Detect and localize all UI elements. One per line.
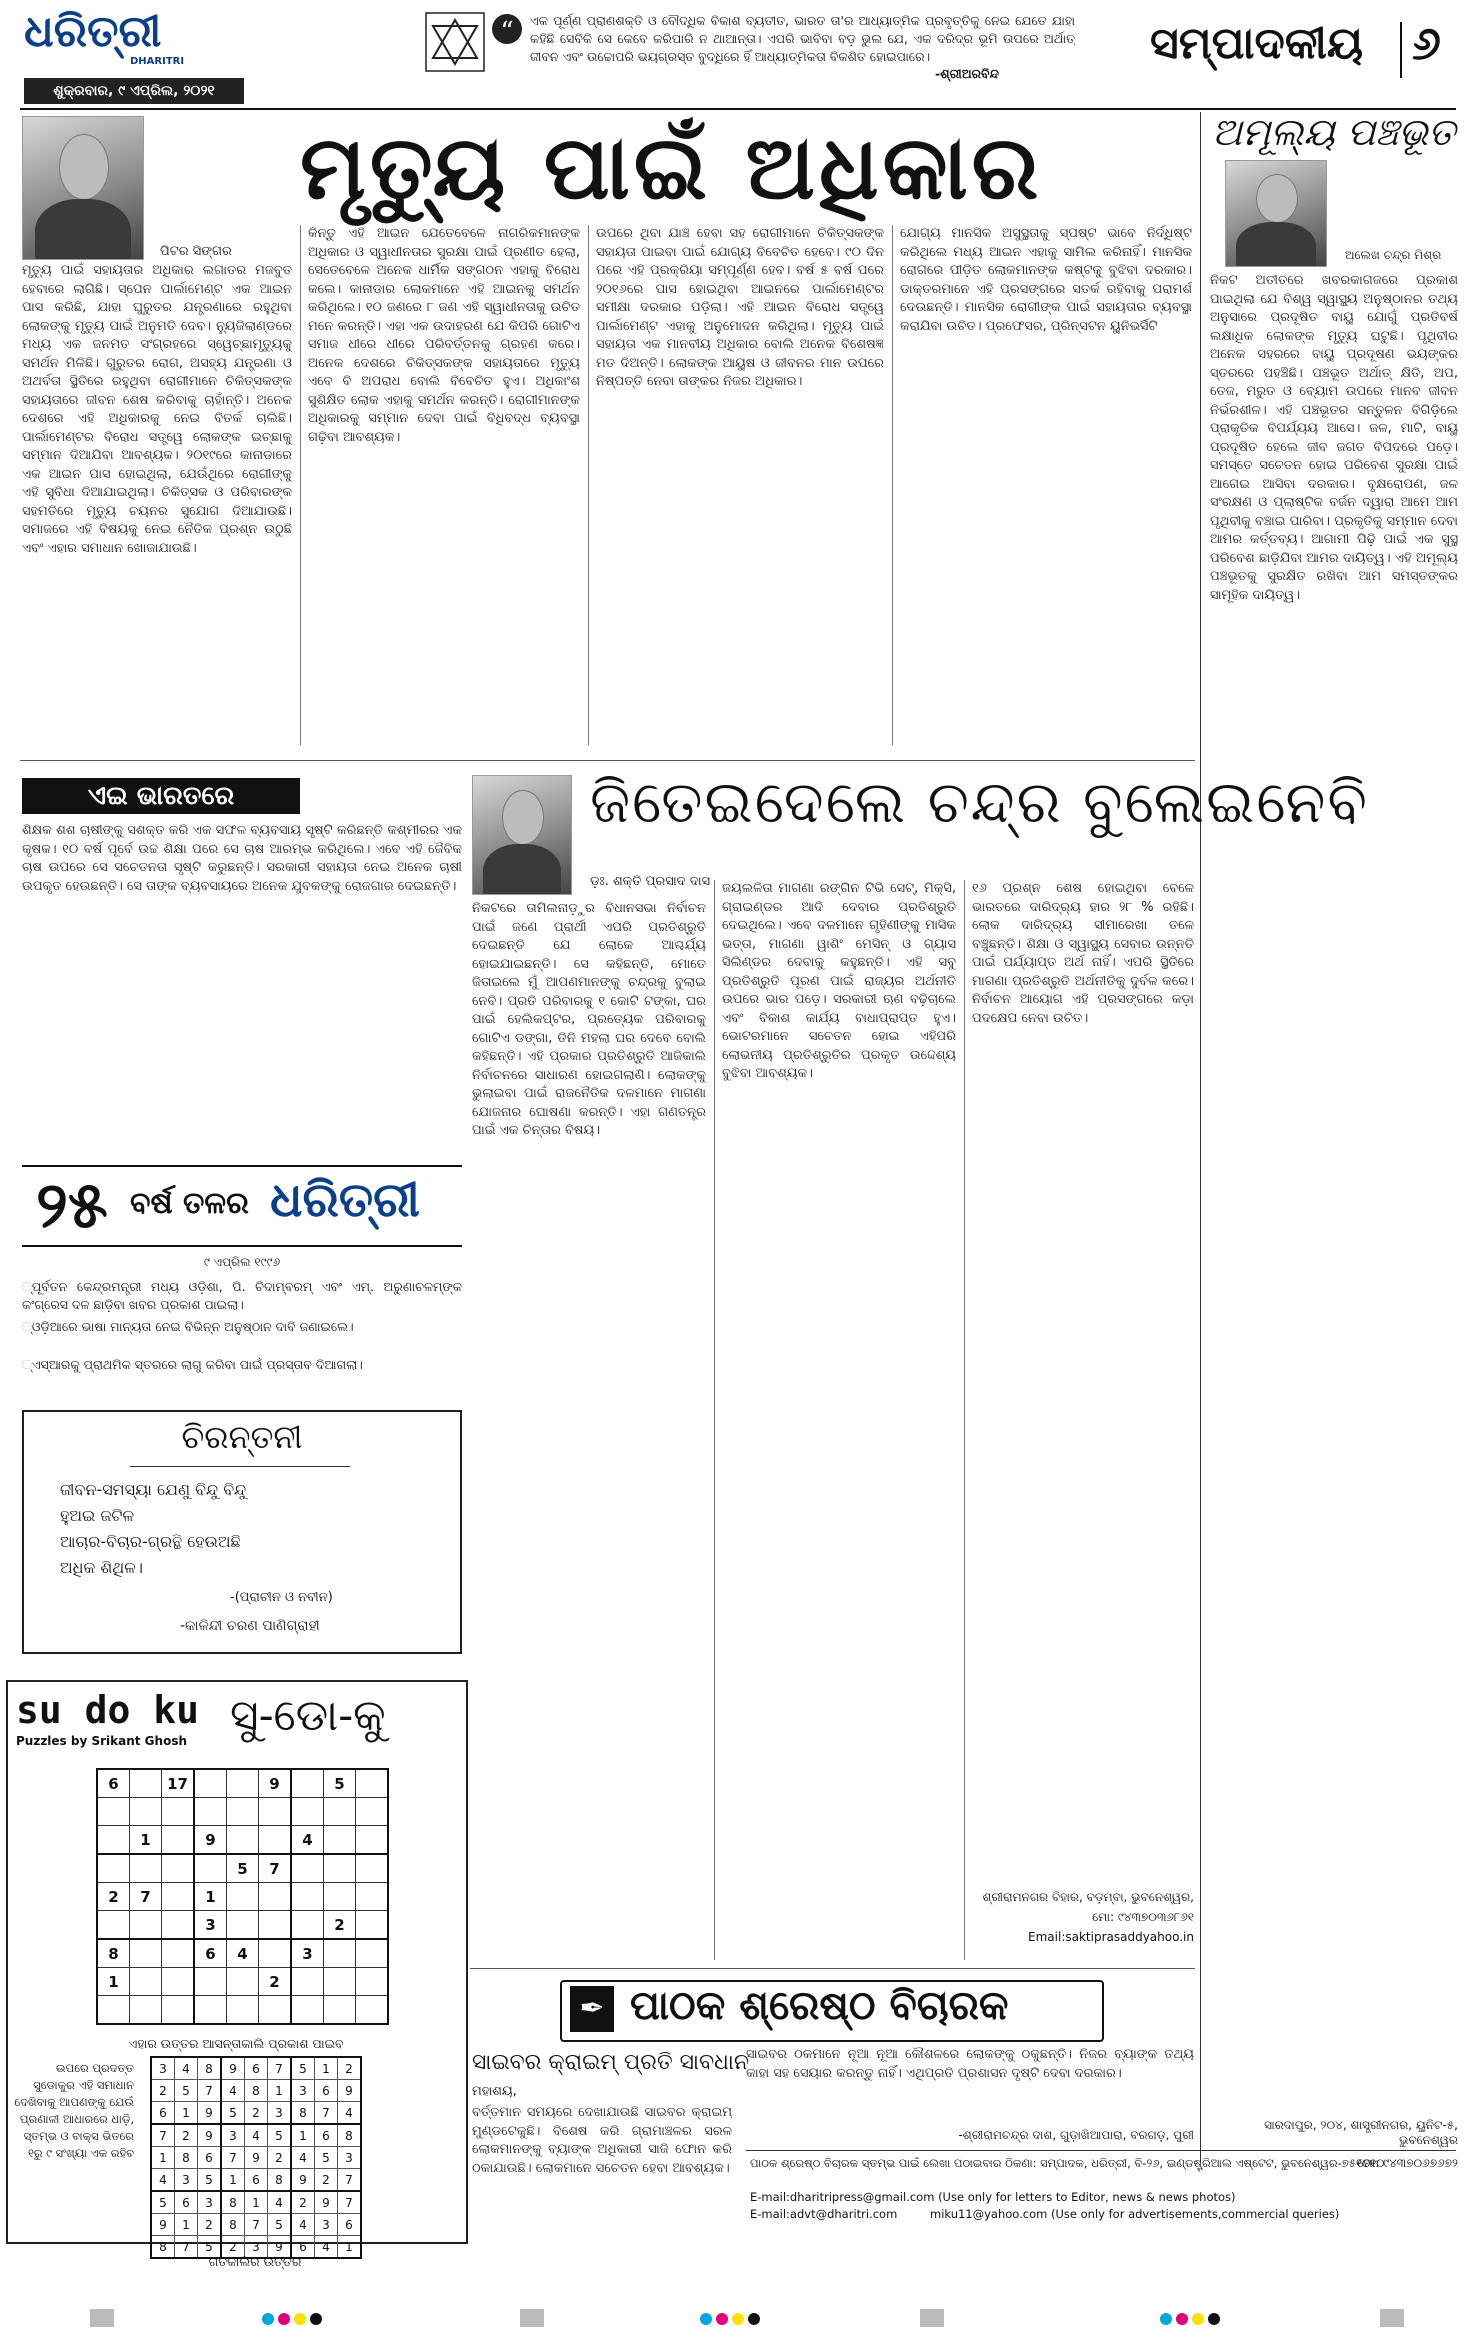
anniversary-logo: ଧରିତ୍ରୀ: [270, 1172, 420, 1228]
masthead-quote: ଏକ ପୂର୍ଣ୍ଣ ପ୍ରାଣଶକ୍ତି ଓ ବୌଦ୍ଧିକ ବିକାଶ ବ୍ୟତୀତ, ଭାରତ ତା'ର ଆଧ୍ୟାତ୍ମିକ ପ୍ରବୃତ୍ତିକୁ ନେଇ ଯେତେ ଯାହା କହିଛି ସେବିକି ସେ କେବେ କରିପାରି ନ ଥାଆନ୍ତା। ଏପରି ଭାବିବା ବଡ଼ ଭୁଲ ଯେ, ଏକ ଦରିଦ୍ର ଭୂମି ଉପରେ ଅର୍ଥାତ୍ ଜୀବନ ଏବଂ ଉଚ୍ଚୋପରି ଭୟଗ୍ରସ୍ତ ବୁଦ୍ଧିରେ ହିଁ ଆଧ୍ୟାତ୍ମିକତା ବିକଶିତ ହୋଇପାରେ।: [530, 13, 1075, 64]
lead-col-1: ମୃତ୍ୟୁ ପାଇଁ ସହାୟତାର ଅଧିକାର ଲଗାତର ମଜବୁତ ହେବାରେ ଲାଗିଛି। ସ୍ପେନ ପାର୍ଲାମେଣ୍ଟ ଏକ ଆଇନ ପାସ କରିଛି, ଯାହା ଘୁରୁତର ଯନ୍ତ୍ରଣାରେ ରହୁଥିବା ଲୋକଙ୍କୁ ମୃତ୍ୟୁ ପାଇଁ ଅନୁମତି ଦେବ। ନ୍ୟୁଜିଲାଣ୍ଡରେ ମଧ୍ୟ ଏକ ଜନମତ ସଂଗ୍ରହରେ ସ୍ୱେଚ୍ଛାମୃତ୍ୟୁକୁ ସମର୍ଥନ ମିଳିଛି। ଗୁରୁତର ରୋଗ, ଅସହ୍ୟ ଯନ୍ତ୍ରଣା ଓ ଅଥର୍ବତା ସ୍ଥିତିରେ ରହୁଥିବା ରୋଗୀମାନେ ଚିକିତ୍ସକଙ୍କ ସହାୟତାରେ ଜୀବନ ଶେଷ କରିବାକୁ ଚାହାଁନ୍ତି। ଅନେକ ଦେଶରେ ଏହି ଅଧିକାରକୁ ନେଇ ବିତର୍କ ଚାଲିଛି। ପାର୍ଲାମେଣ୍ଟର ବିରୋଧ ସତ୍ତ୍ୱେ ଲୋକଙ୍କ ଇଚ୍ଛାକୁ ସମ୍ମାନ ଦିଆଯିବା ଆବଶ୍ୟକ। ୨୦୧୯ରେ କାନାଡାରେ ଏକ ଆଇନ ପାସ ହୋଇଥିଲା, ଯେଉଁଥିରେ ରୋଗୀଙ୍କୁ ଏହି ସୁବିଧା ଦିଆଯାଇଥିଲା। ଚିକିତ୍ସକ ଓ ପରିବାରଙ୍କ ସହମତିରେ ମୃତ୍ୟୁ ଚୟନର ସୁଯୋଗ ଦିଆଯାଉଛି। ସମାଜରେ ଏହି ବିଷୟକୁ ନେଇ ନୈତିକ ପ୍ରଶ୍ନ ଉଠୁଛି ଏବଂ ଏହାର ସମାଧାନ ଖୋଜାଯାଉଛି।: [22, 263, 292, 556]
sudoku-cell: 6: [97, 1769, 130, 1798]
sudoku-cell: [97, 1996, 130, 2025]
sudoku-answer-cell: 3: [315, 2214, 338, 2236]
sudoku-cell: [162, 1968, 195, 1996]
anniversary-item: ୍ଓଡ଼ିଆରେ ଭାଷା ମାନ୍ୟତା ନେଇ ବିଭିନ୍ନ ଅନୁଷ୍ଠାନ ଦାବି ଜଣାଇଲେ।: [22, 1319, 354, 1334]
sudoku-cell-row: [97, 1883, 388, 1911]
sudoku-answer-cell: 6: [198, 2147, 222, 2169]
sudoku-answer-cell-row: [151, 2169, 361, 2192]
sudoku-cell: [194, 1854, 227, 1883]
sudoku-cell: [227, 1769, 259, 1798]
yellow-dot: [294, 2313, 306, 2325]
letters-title: ପାଠକ ଶ୍ରେଷ୍ଠ ବିଚାରକ: [630, 1982, 1009, 2029]
sudoku-cell: 8: [97, 1939, 130, 1968]
sudoku-answer-cell: 4: [151, 2169, 175, 2192]
sudoku-answer-cell: 6: [291, 2236, 315, 2259]
sudoku-cell: [162, 1883, 195, 1911]
sudoku-answer-cell: 4: [291, 2147, 315, 2169]
sudoku-answer-cell-row: [151, 2057, 361, 2080]
sudoku-answer-cell: 5: [198, 2236, 222, 2259]
sudoku-cell-row: [97, 1939, 388, 1968]
sudoku-answer-cell: 4: [315, 2236, 338, 2259]
columnist-title: ଅମୂଲ୍ୟ ପଞ୍ଚଭୂତ: [1212, 110, 1456, 154]
sudoku-answer-cell: 4: [338, 2102, 362, 2125]
ei-bharatare-title: ଏଇ ଭାରତରେ: [87, 781, 235, 811]
sudoku-cell: 2: [324, 1911, 356, 1940]
sudoku-cell: 5: [324, 1769, 356, 1798]
sudoku-answer-label: ଗତକାଲିର ଉତ୍ତର: [208, 2254, 302, 2269]
quote-mark-icon: “: [492, 14, 522, 44]
sudoku-cell: [291, 1911, 324, 1940]
star-logo-icon: [425, 12, 485, 72]
sudoku-cell: 3: [291, 1939, 324, 1968]
letters-footer-email-2[interactable]: E-mail:advt@dharitri.com: [750, 2207, 898, 2221]
sudoku-note: ଏହାର ଉତ୍ତର ଆସନ୍ତାକାଲି ପ୍ରକାଶ ପାଇବ: [128, 2036, 344, 2051]
black-dot: [310, 2313, 322, 2325]
sudoku-answer-cell: 7: [245, 2214, 268, 2236]
sudoku-cell: [356, 1939, 389, 1968]
sudoku-answer-cell-row: [151, 2147, 361, 2169]
sudoku-cell: [227, 1883, 259, 1911]
sudoku-answer-cell: 3: [151, 2057, 175, 2080]
sudoku-cell: 4: [227, 1939, 259, 1968]
anniversary-item: ୍ପୂର୍ବତନ କେନ୍ଦ୍ରମନ୍ତ୍ରୀ ମଧ୍ୟ ଓଡ଼ିଶା, ପି. ଚିଦାମ୍ବରମ୍ ଏବଂ ଏମ୍. ଅରୁଣାଚଳମ୍ଙ୍କ କଂଗ୍ରେସ ଦଳ ଛାଡ଼ିବା ଖବର ପ୍ରକାଶ ପାଇଲା।: [22, 1279, 462, 1312]
sudoku-answer-cell: 6: [315, 2080, 338, 2102]
sudoku-answer-cell: 5: [151, 2191, 175, 2214]
sudoku-cell: [356, 1854, 389, 1883]
sudoku-cell: 3: [194, 1911, 227, 1940]
sudoku-answer-cell: 6: [245, 2057, 268, 2080]
sudoku-cell: [324, 1826, 356, 1855]
sudoku-answer-cell: 9: [338, 2080, 362, 2102]
letters-sign: -ଶ୍ରୀରାମଚନ୍ଦ୍ର ଦାଶ, ଗୁଡ଼ାଖିଆପାରା, ବରଗଡ଼, ପୁରୀ: [958, 2128, 1194, 2142]
sudoku-answer-grid: [150, 2056, 362, 2259]
lead-author: ପିଟର ସିଙ୍ଗର: [160, 244, 232, 259]
sudoku-answer-cell: 2: [245, 2102, 268, 2125]
sudoku-answer-cell: 1: [291, 2124, 315, 2147]
masthead-logo-sub: DHARITRI: [130, 56, 185, 67]
sudoku-answer-cell: 8: [291, 2102, 315, 2125]
page-number: ୬: [1412, 16, 1441, 70]
sudoku-answer-cell: 5: [315, 2147, 338, 2169]
sudoku-answer-cell: 8: [151, 2236, 175, 2259]
sudoku-cell: [130, 1939, 162, 1968]
sudoku-cell: [324, 1883, 356, 1911]
sudoku-answer-cell: 3: [291, 2080, 315, 2102]
sudoku-answer-cell: 9: [151, 2214, 175, 2236]
article2-col-3: ୧୬ ପ୍ରଶ୍ନ ଶେଷ ହୋଇଥିବା ବେଳେ ଭାରତରେ ଦାରିଦ୍ର୍ୟ ହାର ୨୮ % ରହିଛି। ଲୋକ ଦାରିଦ୍ର୍ୟ ସୀମାରେଖା ତଳେ ବଞ୍ଚୁଛନ୍ତି। ଶିକ୍ଷା ଓ ସ୍ୱାସ୍ଥ୍ୟ ସେବାର ଉନ୍ନତି ପାଇଁ ପର୍ଯ୍ୟାପ୍ତ ଅର୍ଥ ନାହିଁ। ଏପରି ସ୍ଥିତିରେ ମାଗଣା ପ୍ରତିଶ୍ରୁତି ଅର୍ଥନୀତିକୁ ଦୁର୍ବଳ କରେ। ନିର୍ବାଚନ ଆୟୋଗ ଏହି ପ୍ରସଙ୍ଗରେ କଡ଼ା ପଦକ୍ଷେପ ନେବା ଉଚିତ।: [972, 881, 1194, 1026]
sudoku-answer-cell-row: [151, 2124, 361, 2147]
sudoku-cell: [259, 1939, 292, 1968]
sudoku-cell: [291, 1968, 324, 1996]
sudoku-answer-cell: 4: [175, 2057, 198, 2080]
sudoku-cell: [130, 1798, 162, 1826]
sudoku-answer-cell: 1: [268, 2080, 292, 2102]
sudoku-answer-cell: 1: [221, 2169, 245, 2192]
masthead: [0, 0, 1476, 110]
sudoku-answer-cell: 4: [245, 2124, 268, 2147]
anniversary-date: ୯ ଏପ୍ରିଲ ୧୯୯୬: [203, 1255, 281, 1269]
sudoku-cell: 9: [259, 1769, 292, 1798]
sudoku-cell: [162, 1911, 195, 1940]
sudoku-logo-sub: Puzzles by Srikant Ghosh: [16, 1734, 187, 1748]
sudoku-answer-cell: 4: [268, 2191, 292, 2214]
sudoku-title: ସୁ-ଡୋ-କୁ: [230, 1690, 386, 1741]
lead-col-2: କିନ୍ତୁ ଏହି ଆଇନ ଯେତେବେଳେ ନାଗରିକମାନଙ୍କ ଅଧିକାର ଓ ସ୍ୱାଧୀନତାର ସୁରକ୍ଷା ପାଇଁ ପ୍ରଣୀତ ହେଲା, ସେତେବେଳେ ଅନେକ ଧାର୍ମିକ ସଙ୍ଗଠନ ଏହାକୁ ବିରୋଧ କଲେ। କାନାଡାର ଲୋକମାନେ ଏହି ଆଇନକୁ ସମର୍ଥନ କରିଥିଲେ। ୧୦ ଜଣରେ ୮ ଜଣ ଏହି ସ୍ୱାଧୀନତାକୁ ଉଚିତ ମନେ କରନ୍ତି। ଏହା ଏକ ଉଦାହରଣ ଯେ କିପରି ଗୋଟିଏ ସମାଜ ଧୀରେ ଧୀରେ ପରିବର୍ତ୍ତନକୁ ଗ୍ରହଣ କରେ। ଅନେକ ଦେଶରେ ଚିକିତ୍ସକଙ୍କ ସହାୟତାରେ ମୃତ୍ୟୁ ଏବେ ବି ଅପରାଧ ବୋଲି ବିବେଚିତ ହୁଏ। ଅଧିକାଂଶ ସୁଶିକ୍ଷିତ ଲୋକ ଏହାକୁ ସମର୍ଥନ କରନ୍ତି। ରୋଗୀମାନଙ୍କ ଅଧିକାରକୁ ସମ୍ମାନ ଦେବା ପାଇଁ ବିଧିବଦ୍ଧ ବ୍ୟବସ୍ଥା ଗଢ଼ିବା ଆବଶ୍ୟକ।: [308, 226, 580, 445]
sudoku-cell: 7: [259, 1854, 292, 1883]
sudoku-cell-row: [97, 1769, 388, 1798]
sudoku-answer-cell: 1: [245, 2191, 268, 2214]
sudoku-answer-cell: 3: [268, 2102, 292, 2125]
sudoku-cell: 4: [291, 1826, 324, 1855]
sudoku-answer-cell: 2: [175, 2124, 198, 2147]
sudoku-cell: [324, 1996, 356, 2025]
article2-title: ଜିତେଇଦେଲେ ଚନ୍ଦ୍ର ବୁଲେଇନେବି: [590, 768, 1369, 836]
sudoku-cell: [97, 1826, 130, 1855]
sudoku-cell: [162, 1996, 195, 2025]
sudoku-cell: [356, 1798, 389, 1826]
sudoku-cell: [194, 1996, 227, 2025]
magenta-dot: [278, 2313, 290, 2325]
sudoku-cell: [97, 1911, 130, 1940]
sudoku-answer-cell: 6: [315, 2124, 338, 2147]
section-title: ସମ୍ପାଦକୀୟ: [1150, 18, 1364, 69]
sudoku-answer-cell-row: [151, 2191, 361, 2214]
sudoku-answer-cell: 9: [268, 2236, 292, 2259]
letters-footer-email-3[interactable]: miku11@yahoo.com (Use only for advertisements,commercial queries): [930, 2207, 1340, 2221]
sudoku-answer-cell: 1: [315, 2057, 338, 2080]
letters-col-2: ସାଇବର ଠକମାନେ ନୂଆ ନୂଆ କୌଶଳରେ ଲୋକଙ୍କୁ ଠକୁଛନ୍ତି। ନିଜର ବ୍ୟାଙ୍କ ତଥ୍ୟ କାହା ସହ ସେୟାର କରନ୍ତୁ ନାହିଁ। ଏଥିପ୍ରତି ପ୍ରଶାସନ ଦୃଷ୍ଟି ଦେବା ଦରକାର।: [746, 2047, 1194, 2081]
sudoku-answer-cell: 2: [315, 2169, 338, 2192]
sudoku-cell: [356, 1883, 389, 1911]
sudoku-cell: [324, 1798, 356, 1826]
sudoku-answer-cell: 3: [175, 2169, 198, 2192]
sudoku-answer-cell: 8: [268, 2169, 292, 2192]
sudoku-answer-cell: 1: [175, 2214, 198, 2236]
sudoku-answer-cell-row: [151, 2214, 361, 2236]
sudoku-answer-cell: 5: [268, 2214, 292, 2236]
quill-icon: ✒: [570, 1986, 614, 2032]
sudoku-cell: 7: [130, 1883, 162, 1911]
sudoku-answer-cell: 8: [175, 2147, 198, 2169]
anniversary-number: ୨୫: [36, 1168, 108, 1243]
masthead-date: ଶୁକ୍ରବାର, ୯ ଏପ୍ରିଲ, ୨୦୨୧: [24, 78, 244, 104]
sudoku-answer-cell: 3: [245, 2236, 268, 2259]
sudoku-cell: [227, 1968, 259, 1996]
sudoku-answer-cell: 2: [221, 2236, 245, 2259]
article2-sign: ଶ୍ରୀରାମନଗର ବିହାର, ବଡ଼ମ୍ବା, ଭୁବନେଶ୍ୱର,: [982, 1890, 1194, 1904]
sudoku-cell: [97, 1798, 130, 1826]
sudoku-logo: su do ku: [16, 1688, 200, 1732]
sudoku-cell: 1: [194, 1883, 227, 1911]
sudoku-cell: [227, 1996, 259, 2025]
sudoku-cell-row: [97, 1854, 388, 1883]
sudoku-cell: [130, 1911, 162, 1940]
sudoku-answer-cell: 5: [291, 2057, 315, 2080]
sudoku-cell: [356, 1911, 389, 1940]
author-photo-alekh: [1225, 160, 1327, 267]
chirantani-line: ଆଚାର-ବିଚାର-ଗ୍ରନ୍ଥି ହେଉଅଛି: [60, 1532, 241, 1551]
lead-title: ମୃତ୍ୟୁ ପାଇଁ ଅଧିକାର: [300, 115, 1043, 219]
sudoku-answer-cell: 8: [221, 2214, 245, 2236]
sudoku-cell: [259, 1798, 292, 1826]
sudoku-answer-cell: 4: [291, 2214, 315, 2236]
sudoku-cell: [130, 1968, 162, 1996]
sudoku-cell: [259, 1996, 292, 2025]
article2-email[interactable]: Email:saktiprasaddyahoo.in: [1028, 1930, 1194, 1944]
sudoku-cell-row: [97, 1911, 388, 1940]
sudoku-cell: [356, 1826, 389, 1855]
sudoku-cell: 2: [97, 1883, 130, 1911]
sudoku-cell: [291, 1798, 324, 1826]
chirantani-title: ଚିରନ୍ତନୀ: [181, 1418, 303, 1456]
sudoku-answer-cell: 2: [151, 2080, 175, 2102]
sudoku-answer-cell: 3: [221, 2124, 245, 2147]
sudoku-answer-cell: 7: [175, 2236, 198, 2259]
sudoku-answer-cell: 9: [198, 2102, 222, 2125]
sudoku-cell: [194, 1798, 227, 1826]
columnist-sign: ସାରଦାପୁର, ୨୦୪, ଶାସ୍ତ୍ରୀନଗର, ୟୁନିଟ-୫, ଭୁବନେଶ୍ୱର: [1264, 2118, 1458, 2147]
letters-headline: ସାଇବର କ୍ରାଇମ୍ ପ୍ରତି ସାବଧାନ: [472, 2050, 750, 2075]
chirantani-source: -(ପ୍ରାଚୀନ ଓ ନବୀନ): [230, 1590, 333, 1605]
chirantani-line: ଜୀବନ-ସମସ୍ୟା ଯେଣୁ ବିନ୍ଦୁ ବିନ୍ଦୁ: [60, 1480, 247, 1499]
sudoku-answer-cell: 5: [268, 2124, 292, 2147]
sudoku-answer-cell: 7: [268, 2057, 292, 2080]
sudoku-cell: 1: [130, 1826, 162, 1855]
sudoku-answer-cell: 6: [151, 2102, 175, 2125]
sudoku-answer-cell: 3: [198, 2191, 222, 2214]
sudoku-answer-cell: 7: [338, 2191, 362, 2214]
sudoku-cell: 6: [194, 1939, 227, 1968]
letters-salutation: ମହାଶୟ,: [472, 2084, 517, 2099]
masthead-logo: ଧରିତ୍ରୀ: [24, 6, 162, 57]
sudoku-answer-cell-row: [151, 2080, 361, 2102]
sudoku-answer-cell: 2: [291, 2191, 315, 2214]
sudoku-grid: [96, 1768, 389, 2025]
article2-col-1: ନିକଟରେ ତାମିଲନାଡ଼ୁର ବିଧାନସଭା ନିର୍ବାଚନ ପାଇଁ ଜଣେ ପ୍ରାର୍ଥୀ ଏପରି ପ୍ରତିଶ୍ରୁତି ଦେଇଛନ୍ତି ଯେ ଲୋକେ ଆଶ୍ଚର୍ଯ୍ୟ ହୋଇଯାଇଛନ୍ତି। ସେ କହିଛନ୍ତି, ମୋତେ ଜିତାଇଲେ ମୁଁ ଆପଣମାନଙ୍କୁ ଚନ୍ଦ୍ରକୁ ବୁଲାଇ ନେବି। ପ୍ରତି ପରିବାରକୁ ୧ କୋଟି ଟଙ୍କା, ଘର ପାଇଁ ହେଲିକପ୍ଟର, ପ୍ରତ୍ୟେକ ପରିବାରକୁ ଗୋଟିଏ ଡଙ୍ଗା, ତିନି ମହଲା ଘର ଦେବେ ବୋଲି କହିଛନ୍ତି। ଏହି ପ୍ରକାର ପ୍ରତିଶ୍ରୁତି ଆଜିକାଲି ନିର୍ବାଚନରେ ସାଧାରଣ ହୋଇଗଲାଣି। ଲୋକଙ୍କୁ ଭୁଲାଇବା ପାଇଁ ରାଜନୈତିକ ଦଳମାନେ ମାଗଣା ଯୋଜନାର ଘୋଷଣା କରନ୍ତି। ଏହା ଗଣତନ୍ତ୍ର ପାଇଁ ଏକ ଚିନ୍ତାର ବିଷୟ।: [472, 901, 706, 1138]
sudoku-answer-cell: 9: [198, 2124, 222, 2147]
sudoku-answer-cell: 9: [315, 2191, 338, 2214]
lead-col-3: ଉପରେ ଥିବା ଯାଞ୍ଚ ହେବା ସହ ରୋଗୀମାନେ ଚିକିତ୍ସକଙ୍କ ସହାୟତା ପାଇବା ପାଇଁ ଯୋଗ୍ୟ ବିବେଚିତ ହେବେ। ୯୦ ଦିନ ପରେ ଏହି ପ୍ରକ୍ରିୟା ସମ୍ପୂର୍ଣ୍ଣ ହେବ। ବର୍ଷ ୫ ବର୍ଷ ପରେ ୨୦୧୬ରେ ପାସ ହୋଇଥିବା ଆଇନରେ ପାର୍ଲାମେଣ୍ଟର ସମୀକ୍ଷା ଦରକାର ପଡ଼ିଲା। ଏହି ଆଇନ ବିରୋଧ ସତ୍ତ୍ୱେ ପାର୍ଲାମେଣ୍ଟ ଏହାକୁ ଅନୁମୋଦନ କରିଥିଲା। ମୃତ୍ୟୁ ପାଇଁ ସହାୟତା ଏକ ମାନବୀୟ ଅଧିକାର ବୋଲି ଅନେକ ବିଶେଷଜ୍ଞ ମତ ଦିଅନ୍ତି। ଲୋକଙ୍କ ଆୟୁଷ ଓ ଜୀବନର ମାନ ଉପରେ ନିଷ୍ପତ୍ତି ନେବା ତାଙ୍କର ନିଜର ଅଧିକାର।: [596, 226, 884, 389]
registration-marks: [0, 2305, 1476, 2335]
sudoku-cell: [194, 1769, 227, 1798]
sudoku-cell: [194, 1968, 227, 1996]
sudoku-cell: [324, 1939, 356, 1968]
sudoku-answer-cell: 7: [198, 2080, 222, 2102]
sudoku-cell: [291, 1854, 324, 1883]
article2-col-2: ଜୟଲଳିତା ମାଗଣା ରଙ୍ଗିନ ଟିଭି ସେଟ୍, ମିକ୍ସି, ଗ୍ରାଇଣ୍ଡର ଆଦି ଦେବାର ପ୍ରତିଶ୍ରୁତି ଦେଇଥିଲେ। ଏବେ ଦଳମାନେ ଗୃହିଣୀଙ୍କୁ ମାସିକ ଭତ୍ତା, ମାଗଣା ୱାଶିଂ ମେସିନ୍ ଓ ଗ୍ୟାସ ସିଲିଣ୍ଡର ଦେବାକୁ କହୁଛନ୍ତି। ଏହି ସବୁ ପ୍ରତିଶ୍ରୁତି ପୂରଣ ପାଇଁ ରାଜ୍ୟର ଅର୍ଥନୀତି ଉପରେ ଭାର ପଡ଼େ। ସରକାରୀ ଋଣ ବଢ଼ିଚାଲେ ଏବଂ ବିକାଶ କାର୍ଯ୍ୟ ବାଧାପ୍ରାପ୍ତ ହୁଏ। ଭୋଟରମାନେ ସଚେତନ ହୋଇ ଏହିପରି ଲୋଭନୀୟ ପ୍ରତିଶ୍ରୁତିର ପ୍ରକୃତ ଉଦ୍ଦେଶ୍ୟ ବୁଝିବା ଆବଶ୍ୟକ।: [722, 881, 956, 1081]
sudoku-cell: [291, 1883, 324, 1911]
sudoku-cell: [130, 1769, 162, 1798]
sudoku-cell: 2: [259, 1968, 292, 1996]
masthead-quote-author: -ଶ୍ରୀଅରବିନ୍ଦ: [935, 66, 999, 81]
sudoku-cell: [324, 1968, 356, 1996]
sudoku-cell: [162, 1939, 195, 1968]
article2-author: ଡ଼ଃ. ଶକ୍ତି ପ୍ରସାଦ ଦାସ: [590, 874, 711, 889]
sudoku-cell: 9: [194, 1826, 227, 1855]
sudoku-cell: [259, 1826, 292, 1855]
sudoku-cell-row: [97, 1968, 388, 1996]
sudoku-cell: [97, 1854, 130, 1883]
sudoku-cell: 5: [227, 1854, 259, 1883]
chirantani-poet: -କାଳିନ୍ଦୀ ଚରଣ ପାଣିଗ୍ରାହୀ: [180, 1618, 320, 1634]
sudoku-answer-cell: 7: [315, 2102, 338, 2125]
sudoku-answer-cell: 7: [151, 2124, 175, 2147]
sudoku-cell: [356, 1769, 389, 1798]
sudoku-cell: 17: [162, 1769, 195, 1798]
sudoku-cell: [130, 1996, 162, 2025]
sudoku-cell: [162, 1854, 195, 1883]
columnist-phone: ମୋ: ୯୪୩୭୦୬୭୬୭୨: [1357, 2156, 1458, 2170]
sudoku-answer-cell: 9: [221, 2057, 245, 2080]
sudoku-answer-cell: 8: [338, 2124, 362, 2147]
sudoku-cell-row: [97, 1996, 388, 2025]
sudoku-cell: [259, 1883, 292, 1911]
letters-col-1: ବର୍ତ୍ତମାନ ସମୟରେ ଦେଖାଯାଉଛି ସାଇବର କ୍ରାଇମ୍ ମୁଣ୍ଡଟେକୁଛି। ବିଶେଷ କରି ଗ୍ରାମାଞ୍ଚଳର ସରଳ ଲୋକମାନଙ୍କୁ ବ୍ୟାଙ୍କ ଅଧିକାରୀ ସାଜି ଫୋନ କରି ଠକାଯାଉଛି। ଲୋକମାନେ ସଚେତନ ହେବା ଆବଶ୍ୟକ।: [472, 2105, 732, 2176]
columnist-author: ଅଲେଖ ଚନ୍ଦ୍ର ମିଶ୍ର: [1345, 248, 1442, 262]
sudoku-answer-cell: 4: [221, 2080, 245, 2102]
sudoku-cell: [291, 1769, 324, 1798]
sudoku-cell-row: [97, 1826, 388, 1855]
sudoku-answer-cell: 7: [338, 2169, 362, 2192]
sudoku-cell: [227, 1826, 259, 1855]
sudoku-answer-cell: 8: [221, 2191, 245, 2214]
sudoku-answer-cell: 9: [245, 2147, 268, 2169]
article2-phone: ମୋ: ୯୪୩୭୦୩୬୮୬୧: [1092, 1910, 1194, 1924]
sudoku-cell-row: [97, 1798, 388, 1826]
sudoku-answer-cell: 3: [338, 2147, 362, 2169]
sudoku-cell: [130, 1854, 162, 1883]
sudoku-answer-cell: 5: [198, 2169, 222, 2192]
chirantani-line: ଅଧିକ ଶିଥିଳ।: [60, 1558, 143, 1577]
sudoku-answer-cell-row: [151, 2102, 361, 2125]
cyan-dot: [262, 2313, 274, 2325]
sudoku-answer-cell: 6: [338, 2214, 362, 2236]
sudoku-answer-cell: 1: [338, 2236, 362, 2259]
lead-col-4: ଯୋଗ୍ୟ ମାନସିକ ଅସୁସ୍ଥତାକୁ ସ୍ପଷ୍ଟ ଭାବେ ନିର୍ଦ୍ଧିଷ୍ଟ କରିଥିଲେ ମଧ୍ୟ ଆଇନ ଏହାକୁ ସାମିଲ କରିନାହିଁ। ମାନସିକ ରୋଗରେ ପୀଡ଼ିତ ଲୋକମାନଙ୍କ କଷ୍ଟକୁ ବୁଝିବା ଦରକାର। ଡାକ୍ତରମାନେ ଏହି ପ୍ରସଙ୍ଗରେ ସତର୍କ ରହିବାକୁ ପରାମର୍ଶ ଦେଉଛନ୍ତି। ମାନସିକ ରୋଗୀଙ୍କ ପାଇଁ ସହାୟତାର ବ୍ୟବସ୍ଥା କରାଯିବା ଉଚିତ। ପ୍ରଫେସର, ପ୍ରିନ୍ସଟନ ୟୁନିଭର୍ସିଟି: [900, 226, 1192, 334]
sudoku-cell: [356, 1996, 389, 2025]
sudoku-cell: [162, 1826, 195, 1855]
sudoku-cell: [324, 1854, 356, 1883]
columnist-text: ନିକଟ ଅତୀତରେ ଖବରକାଗଜରେ ପ୍ରକାଶ ପାଇଥିଲା ଯେ ବିଶ୍ୱ ସ୍ୱାସ୍ଥ୍ୟ ଅନୁଷ୍ଠାନର ତଥ୍ୟ ଅନୁସାରେ ପ୍ରଦୂଷିତ ବାୟୁ ଯୋଗୁଁ ପ୍ରତିବର୍ଷ ଲକ୍ଷାଧିକ ଲୋକଙ୍କ ମୃତ୍ୟୁ ଘଟୁଛି। ପୃଥିବୀର ଅନେକ ସହରରେ ବାୟୁ ପ୍ରଦୂଷଣ ଭୟଙ୍କର ସ୍ତରରେ ପହଞ୍ଚିଛି। ପଞ୍ଚଭୂତ ଅର୍ଥାତ୍ କ୍ଷିତି, ଅପ, ତେଜ, ମରୁତ ଓ ବ୍ୟୋମ ଉପରେ ମାନବ ଜୀବନ ନିର୍ଭରଶୀଳ। ଏହି ପଞ୍ଚଭୂତର ସନ୍ତୁଳନ ବିଗିଡ଼ିଲେ ପ୍ରାକୃତିକ ବିପର୍ଯ୍ୟୟ ଆସେ। ଜଳ, ମାଟି, ବାୟୁ ପ୍ରଦୂଷିତ ହେଲେ ଜୀବ ଜଗତ ବିପଦରେ ପଡ଼େ। ସମସ୍ତେ ସଚେତନ ହୋଇ ପରିବେଶ ସୁରକ୍ଷା ପାଇଁ ଆଗେଇ ଆସିବା ଦରକାର। ବୃକ୍ଷରୋପଣ, ଜଳ ସଂରକ୍ଷଣ ଓ ପ୍ଲାଷ୍ଟିକ ବର୍ଜନ ଦ୍ୱାରା ଆମେ ଆମ ପୃଥିବୀକୁ ବଞ୍ଚାଇ ପାରିବା। ପ୍ରକୃତିକୁ ସମ୍ମାନ ଦେବା ଆମର କର୍ତ୍ତବ୍ୟ। ଆଗାମୀ ପିଢ଼ି ପାଇଁ ଏକ ସୁସ୍ଥ ପରିବେଶ ଛାଡ଼ିଯିବା ଆମର ଦାୟିତ୍ୱ। ଏହି ଅମୂଲ୍ୟ ପଞ୍ଚଭୂତକୁ ସୁରକ୍ଷିତ ରଖିବା ଆମ ସମସ୍ତଙ୍କର ସାମୂହିକ ଦାୟିତ୍ୱ।: [1210, 273, 1458, 603]
sudoku-cell: [259, 1911, 292, 1940]
sudoku-answer-cell: 8: [198, 2057, 222, 2080]
sudoku-answer-cell: 9: [291, 2169, 315, 2192]
author-photo-sakti: [472, 775, 572, 895]
ei-bharatare-text: ଶିକ୍ଷକ ଶଶ ଚାଷୀଙ୍କୁ ସଶକ୍ତ କରି ଏକ ସଫଳ ବ୍ୟବସାୟ ସୃଷ୍ଟି କରିଛନ୍ତି କଶ୍ମୀରର ଏକ କୃଷକ। ୧୦ ବର୍ଷ ପୂର୍ବେ ଉଚ୍ଚ ଶିକ୍ଷା ପରେ ସେ ଚାଷ ଆରମ୍ଭ କରିଥିଲେ। ଏବେ ଏହି ଜୈବିକ ଚାଷ ଉପରେ ସେ ସଚେତନତା ସୃଷ୍ଟି କରୁଛନ୍ତି। ସରକାରୀ ସହାୟତା ନେଇ ଅନେକ ଚାଷୀ ଉପକୃତ ହେଉଛନ୍ତି। ସେ ତାଙ୍କ ବ୍ୟବସାୟରେ ଅନେକ ଯୁବକଙ୍କୁ ରୋଜଗାର ଦେଇଛନ୍ତି।: [22, 823, 462, 894]
sudoku-cell: [227, 1798, 259, 1826]
sudoku-answer-cell: 8: [245, 2080, 268, 2102]
sudoku-answer-cell: 2: [268, 2147, 292, 2169]
sudoku-cell: [227, 1911, 259, 1940]
sudoku-answer-cell: 7: [221, 2147, 245, 2169]
anniversary-item: ୍ଏସ୍ଆରକୁ ପ୍ରାଥମିକ ସ୍ତରରେ ଲାଗୁ କରିବା ପାଇଁ ପ୍ରସ୍ତାବ ଦିଆଗଲା।: [22, 1357, 363, 1372]
sudoku-cell: [291, 1996, 324, 2025]
anniversary-label: ବର୍ଷ ତଳର: [130, 1186, 249, 1221]
sudoku-cell: 1: [97, 1968, 130, 1996]
letters-footer-odia: ପାଠକ ଶ୍ରେଷ୍ଠ ବିଚାରକ ସ୍ତମ୍ଭ ପାଇଁ ଲେଖା ପଠାଇବାର ଠିକଣା: ସମ୍ପାଦକ, ଧରିତ୍ରୀ, ବି-୨୬, ଇଣ୍ଡଷ୍ଟ୍ରିଆଲ ଏଷ୍ଟେଟ, ଭୁବନେଶ୍ୱର-୭୫୧୦୧୦: [750, 2156, 1385, 2170]
sudoku-answer-cell: 1: [151, 2147, 175, 2169]
sudoku-side-text: ଉପରେ ପ୍ରଦତ୍ତ ସୁଡୋକୁର ଏହି ସମାଧାନ ଦେଖିବାକୁ ଆପଣଙ୍କୁ ଯେଉଁ ପ୍ରଣାଳୀ ଆଧାରରେ ଧାଡ଼ି, ସ୍ତମ୍ଭ ଓ ବାକ୍ସ ଭିତରେ ୧ରୁ ୯ ସଂଖ୍ୟା ଏକ ରହିବ: [14, 2061, 134, 2160]
sudoku-answer-cell: 1: [175, 2102, 198, 2125]
sudoku-answer-cell: 5: [221, 2102, 245, 2125]
sudoku-answer-cell: 6: [175, 2191, 198, 2214]
author-photo-peter-singer: [22, 116, 144, 260]
sudoku-answer-cell: 2: [198, 2214, 222, 2236]
sudoku-cell: [162, 1798, 195, 1826]
sudoku-answer-cell: 6: [245, 2169, 268, 2192]
sudoku-answer-cell: 5: [175, 2080, 198, 2102]
sudoku-cell: [356, 1968, 389, 1996]
sudoku-answer-cell: 2: [338, 2057, 362, 2080]
letters-footer-email-1[interactable]: E-mail:dharitripress@gmail.com (Use only for letters to Editor, news & news photos): [750, 2190, 1236, 2204]
chirantani-line: ହୁଅଇ ଜଟିଳ: [60, 1506, 135, 1525]
